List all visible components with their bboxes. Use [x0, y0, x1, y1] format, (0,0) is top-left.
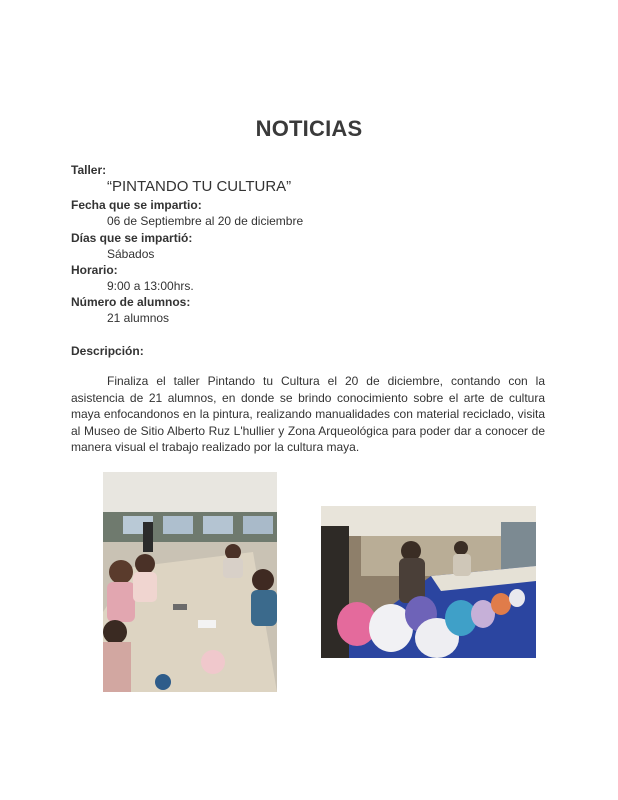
taller-label: Taller:: [71, 163, 107, 177]
page-title: NOTICIAS: [255, 116, 363, 141]
dias-value: Sábados: [107, 247, 155, 261]
descripcion-text: Finaliza el taller Pintando tu Cultura el 20 de diciembre, contando con la asistencia de 21 alumnos, en donde se brindo conocimiento sobre el arte de cultura maya enfocandonos en la pintura, realizando manualidades con material reciclado, visita al Museo de Sitio Alberto Ruz L'hullier y Zona Arqueológica para poder dar a conocer de manera visual el trabajo realizado por la cultura maya.: [71, 374, 545, 454]
taller-value: “PINTANDO TU CULTURA”: [107, 178, 292, 195]
dias-label: Días que se impartió:: [71, 231, 193, 245]
photo-crafts-table: [321, 506, 536, 658]
photo-children-painting: [103, 472, 277, 692]
horario-value: 9:00 a 13:00hrs.: [107, 279, 194, 293]
descripcion-label: Descripción:: [71, 344, 144, 358]
alumnos-label: Número de alumnos:: [71, 295, 191, 309]
fecha-value: 06 de Septiembre al 20 de diciembre: [107, 214, 304, 228]
horario-label: Horario:: [71, 263, 118, 277]
alumnos-value: 21 alumnos: [107, 311, 170, 325]
fecha-label: Fecha que se impartio:: [71, 198, 202, 212]
